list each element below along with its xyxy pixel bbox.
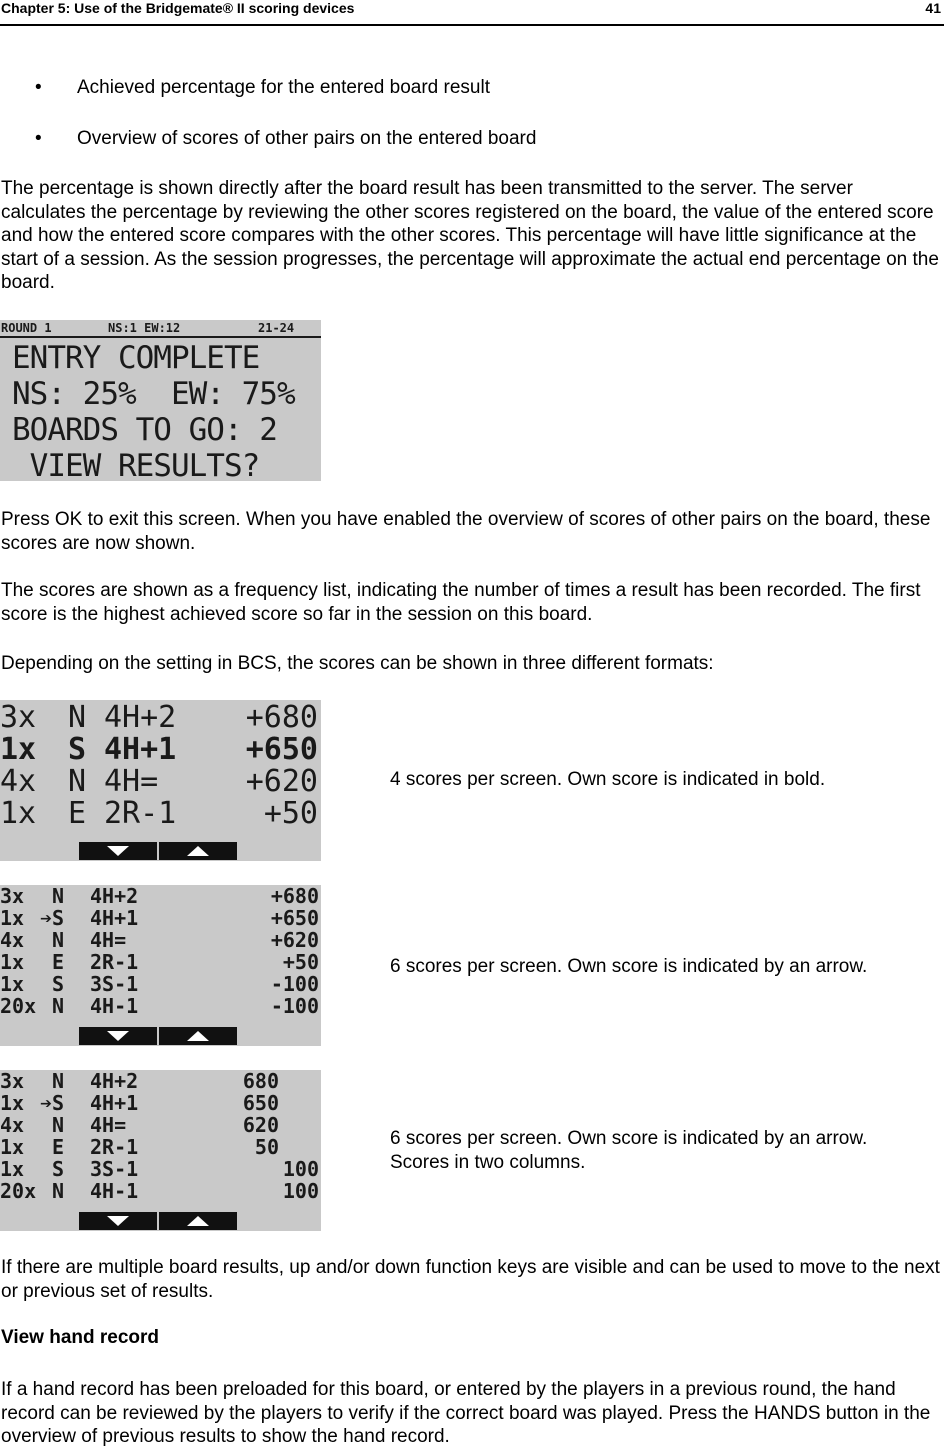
paragraph-frequency: The scores are shown as a frequency list, indicating the number of times a result has been recorded. The first score is the highest achieved score so far in the session on this board. [1, 580, 921, 625]
lcd-line: NS: 25% EW: 75% [12, 376, 295, 412]
bullet-item: Overview of scores of other pairs on the entered board [77, 128, 537, 149]
arrow-down-icon [107, 846, 129, 856]
score-screen-6-two-columns: 3x N 4H+2 680 1x ➔S 4H+1 650 4x N 4H= 620 1x E 2R-1 50 1x S 3S-1 100 20x N 4H-1 100 [0, 1070, 321, 1231]
score-screen-4: 3x N 4H+2 +680 1x S 4H+1 +650 4x N 4H= +620 1x E 2R-1 +50 [0, 700, 321, 861]
lcd-line: BOARDS TO GO: 2 [12, 412, 277, 448]
down-key[interactable] [79, 1212, 157, 1230]
page-header [0, 0, 944, 26]
arrow-up-icon [187, 1031, 209, 1041]
paragraph-press-ok: Press OK to exit this screen. When you have enabled the overview of scores of other pairs on the board, these scores are now shown. [1, 509, 931, 554]
arrow-up-icon [187, 846, 209, 856]
bullet-item: Achieved percentage for the entered board result [77, 77, 490, 98]
up-key[interactable] [159, 1212, 237, 1230]
function-keys [79, 1027, 237, 1045]
boards-label: 21-24 [258, 321, 295, 335]
pairs-label: NS:1 EW:12 [108, 321, 181, 335]
up-key[interactable] [159, 1027, 237, 1045]
chapter-title: Chapter 5: Use of the Bridgemate® II scoring devices [1, 0, 355, 16]
lcd-status-bar [0, 320, 321, 338]
down-key[interactable] [79, 1027, 157, 1045]
paragraph-hand-record: If a hand record has been preloaded for this board, or entered by the players in a previous round, the hand record can be reviewed by the players to verify if the correct board was played. Press the HANDS button in the overview of previous results to show the hand record. [1, 1379, 931, 1447]
function-keys [79, 1212, 237, 1230]
arrow-down-icon [107, 1216, 129, 1226]
section-heading: View hand record [1, 1327, 160, 1348]
paragraph-percentage: The percentage is shown directly after the board result has been transmitted to the server. The server calculates the percentage by reviewing the other scores registered on the board, the value of the entered score and how the entered score compares with the other scores. This percentage will have little significance at the start of a session. As the session progresses, the percentage will approximate the actual end percentage on the board. [1, 178, 939, 293]
lcd-line: ENTRY COMPLETE [12, 340, 260, 376]
entry-complete-screen [0, 320, 321, 481]
paragraph-multiple-results: If there are multiple board results, up and/or down function keys are visible and can be used to move to the next or previous set of results. [1, 1257, 940, 1302]
page-number: 41 [925, 0, 941, 16]
bullet-icon: • [35, 128, 42, 149]
arrow-up-icon [187, 1216, 209, 1226]
paragraph-formats: Depending on the setting in BCS, the scores can be shown in three different formats: [1, 653, 714, 674]
up-key[interactable] [159, 842, 237, 860]
caption-line: Scores in two columns. [390, 1151, 586, 1173]
down-key[interactable] [79, 842, 157, 860]
caption-6-scores: 6 scores per screen. Own score is indicated by an arrow. [390, 956, 868, 977]
caption-4-scores: 4 scores per screen. Own score is indicated in bold. [390, 769, 826, 790]
caption-6-scores-two-columns [390, 1127, 930, 1174]
lcd-line: VIEW RESULTS? [12, 448, 260, 481]
function-keys [79, 842, 237, 860]
bullet-icon: • [35, 77, 42, 98]
arrow-down-icon [107, 1031, 129, 1041]
round-label: ROUND 1 [1, 321, 52, 335]
caption-line: 6 scores per screen. Own score is indicated by an arrow. [390, 1128, 868, 1149]
score-screen-6-arrow: 3x N 4H+2 +680 1x ➔S 4H+1 +650 4x N 4H= +620 1x E 2R-1 +50 1x S 3S-1 -100 20x N 4H-1 -100 [0, 885, 321, 1046]
